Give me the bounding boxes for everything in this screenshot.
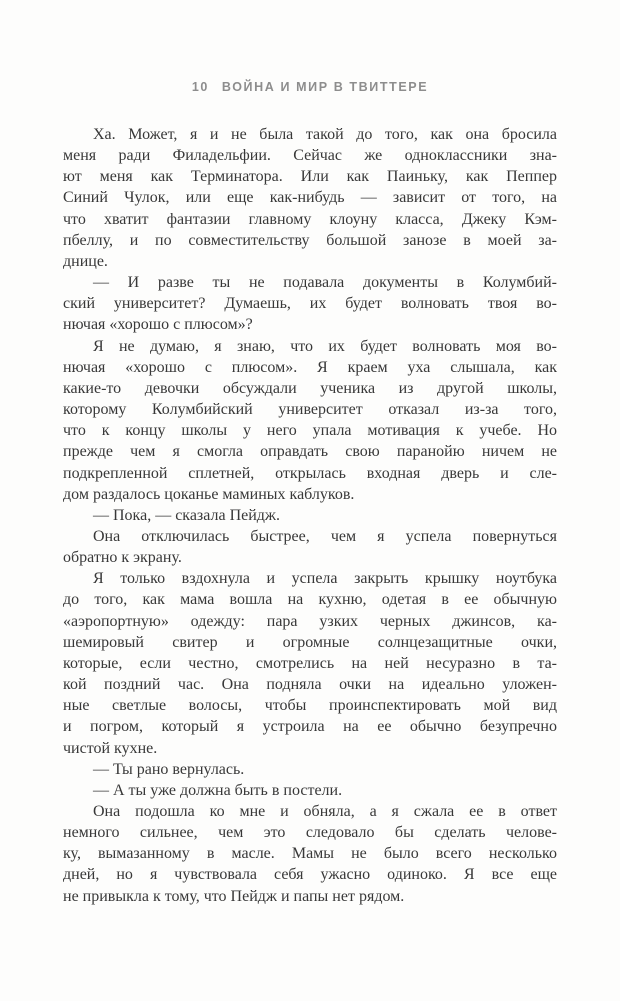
- text-line: что к концу школы у него упала мотивация к учебе. Но: [63, 422, 557, 440]
- paragraph: [63, 801, 557, 907]
- text-line: — Пока, — сказала Пейдж.: [93, 506, 280, 524]
- running-head: [0, 80, 620, 94]
- text-line: немного сильнее, чем это следовало бы сделать челове-: [63, 824, 557, 842]
- text-line: обратно к экрану.: [63, 549, 182, 567]
- paragraph: [63, 124, 557, 272]
- text-line: ют меня как Терминатора. Или как Паиньку, как Пеппер: [63, 168, 557, 186]
- text-line: Ха. Может, я и не была такой до того, как она бросила: [93, 126, 557, 143]
- text-line: днице.: [63, 252, 108, 270]
- text-line: «аэропортную» одежду: пара узких черных джинсов, ка-: [63, 612, 557, 630]
- text-line: нючая «хорошо с плюсом». Я краем уха слышала, как: [63, 358, 557, 376]
- page-text: [63, 124, 557, 907]
- paragraph: [63, 568, 557, 758]
- text-line: Я не думаю, я знаю, что их будет волновать моя во-: [93, 337, 557, 355]
- text-line: шемировый свитер и огромные солнцезащитные очки,: [63, 633, 557, 651]
- text-line: чистой кухне.: [63, 739, 158, 757]
- text-line: которые, если честно, смотрелись на ней несуразно в та-: [63, 654, 557, 672]
- text-line: до того, как мама вошла на кухню, одетая в ее обычную: [63, 591, 557, 609]
- paragraph: [63, 336, 557, 505]
- text-line: кой поздний час. Она подняла очки на идеально уложен-: [63, 676, 557, 694]
- text-line: что хватит фантазии главному клоуну класса, Джеку Кэм-: [63, 210, 557, 228]
- page-number: 10: [191, 80, 209, 94]
- paragraph: [63, 272, 557, 335]
- text-line: какие-то девочки обсуждали ученика из другой школы,: [63, 379, 557, 397]
- text-line: нючая «хорошо с плюсом»?: [63, 316, 253, 334]
- text-line: Синий Чулок, или еще как-нибудь — зависит от того, на: [63, 189, 557, 207]
- text-line: подкрепленной сплетней, открылась входная дверь и сле-: [63, 464, 557, 482]
- paragraph: [63, 526, 557, 568]
- text-line: ные светлые волосы, чтобы проинспектировать мой вид: [63, 697, 557, 715]
- text-line: — Ты рано вернулась.: [93, 760, 245, 778]
- text-line: не привыкла к тому, что Пейдж и папы нет рядом.: [63, 887, 405, 905]
- paragraph: [63, 505, 557, 526]
- text-line: которому Колумбийский университет отказал из-за того,: [63, 401, 557, 419]
- text-line: ку, вымазанному в масле. Мамы не было всего несколько: [63, 845, 557, 863]
- text-line: Она отключилась быстрее, чем я успела повернуться: [93, 527, 557, 545]
- text-line: и погром, который я устроила на ее обычно безупречно: [63, 718, 557, 736]
- text-line: — И разве ты не подавала документы в Колумбий-: [93, 274, 557, 292]
- text-line: Я только вздохнула и успела закрыть крышку ноутбука: [93, 570, 557, 588]
- text-line: ский университет? Думаешь, их будет волновать твоя во-: [63, 295, 557, 313]
- text-line: — А ты уже должна быть в постели.: [93, 781, 343, 799]
- text-line: меня ради Филадельфии. Сейчас же одноклассники зна-: [63, 147, 557, 165]
- paragraph: [63, 780, 557, 801]
- text-line: прежде чем я смогла оправдать свою паранойю ничем не: [63, 443, 557, 461]
- text-line: Она подошла ко мне и обняла, а я сжала ее в ответ: [93, 803, 557, 820]
- running-title: ВОЙНА И МИР В ТВИТТЕРЕ: [221, 80, 429, 94]
- text-line: дом раздалось цоканье маминых каблуков.: [63, 485, 355, 503]
- text-line: пбеллу, и по совместительству большой занозе в моей за-: [63, 231, 557, 249]
- text-line: дней, но я чувствовала себя ужасно одиноко. Я все еще: [63, 866, 557, 884]
- paragraph: [63, 759, 557, 780]
